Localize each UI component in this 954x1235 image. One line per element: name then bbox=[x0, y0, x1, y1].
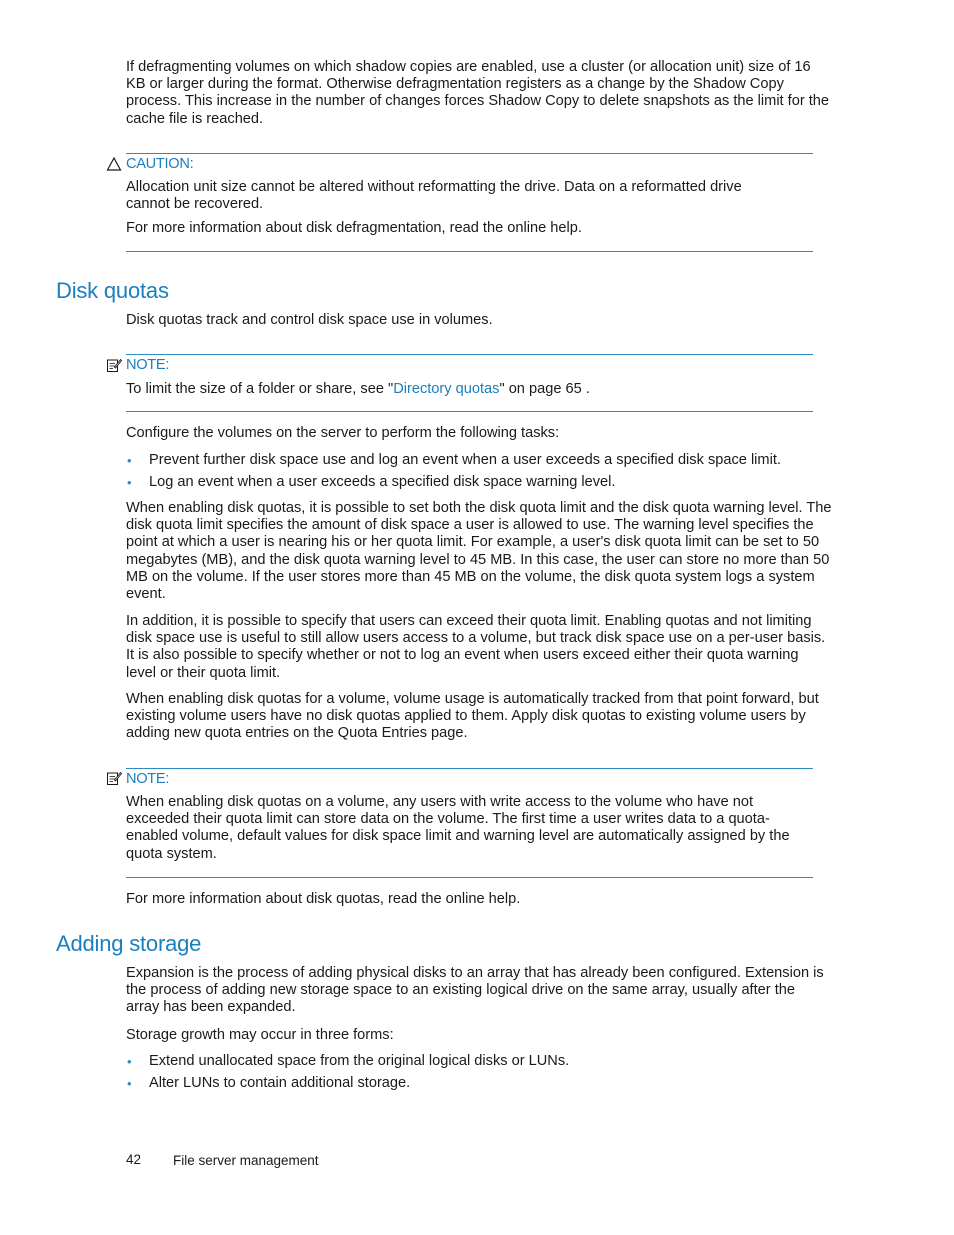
note1-prefix: To limit the size of a folder or share, see " bbox=[126, 381, 394, 397]
list-item-text: Alter LUNs to contain additional storage. bbox=[149, 1075, 411, 1091]
caution-top-rule bbox=[126, 153, 813, 154]
list-item bbox=[126, 1075, 832, 1097]
page-number: 42 bbox=[126, 1152, 142, 1167]
note-pencil-icon bbox=[106, 357, 122, 373]
list-item-text: Extend unallocated space from the original logical disks or LUNs. bbox=[149, 1053, 570, 1069]
caution-label: CAUTION: bbox=[126, 156, 194, 172]
note1-text bbox=[126, 381, 832, 398]
list-item bbox=[126, 452, 832, 474]
list-item bbox=[126, 474, 832, 496]
bullet-dot-icon: • bbox=[127, 475, 132, 490]
storage-growth-paragraph: Storage growth may occur in three forms: bbox=[126, 1027, 394, 1043]
bullet-dot-icon: • bbox=[127, 1076, 132, 1091]
note2-top-rule bbox=[126, 768, 813, 769]
disk-quotas-heading: Disk quotas bbox=[56, 278, 169, 303]
expansion-paragraph: Expansion is the process of adding physical disks to an array that has already been configured. Extension is the process of adding new storage space to an existing logical drive on the same array, usually after the array has been expanded. bbox=[126, 965, 824, 1016]
quota-tracking-paragraph: When enabling disk quotas for a volume, volume usage is automatically tracked from that point forward, but existing volume users have no disk quotas applied to them. Apply disk quotas to existing volume users by adding new quota entries on the Quota Entries page. bbox=[126, 691, 819, 742]
disk-quotas-intro: Disk quotas track and control disk space use in volumes. bbox=[126, 312, 493, 328]
note1-suffix: " on page 65 . bbox=[499, 381, 590, 397]
note1-label: NOTE: bbox=[126, 357, 170, 373]
caution-more-info: For more information about disk defragmentation, read the online help. bbox=[126, 220, 582, 236]
note1-bottom-rule bbox=[126, 411, 813, 412]
list-item-text: Log an event when a user exceeds a specified disk space warning level. bbox=[149, 474, 616, 490]
disk-quotas-more-info: For more information about disk quotas, read the online help. bbox=[126, 891, 521, 907]
footer-section-title: File server management bbox=[173, 1153, 319, 1168]
caution-text: Allocation unit size cannot be altered without reformatting the drive. Data on a reformatted drive cannot be recovered. bbox=[126, 179, 742, 213]
defrag-paragraph: If defragmenting volumes on which shadow copies are enabled, use a cluster (or allocation unit) size of 16 KB or larger during the format. Otherwise defragmentation registers as a change by the Shadow Copy process. This increase in the number of changes forces Shadow Copy to delete snapshots as the limit for the cache file is reached. bbox=[126, 59, 830, 127]
caution-bottom-rule bbox=[126, 251, 813, 252]
note2-label: NOTE: bbox=[126, 771, 170, 787]
directory-quotas-link[interactable]: Directory quotas bbox=[393, 381, 500, 397]
note1-top-rule bbox=[126, 354, 813, 355]
warning-triangle-icon bbox=[106, 156, 122, 172]
storage-growth-list bbox=[126, 1053, 832, 1097]
list-item-text: Prevent further disk space use and log an event when a user exceeds a specified disk space limit. bbox=[149, 452, 781, 468]
bullet-dot-icon: • bbox=[127, 1054, 132, 1069]
quota-limit-paragraph: When enabling disk quotas, it is possible to set both the disk quota limit and the disk quota warning level. The disk quota limit specifies the amount of disk space a user is allowed to use. The warning level specifies the point at which a user is nearing his or her quota limit. For example, a user's disk quota limit can be set to 50 megabytes (MB), and the disk quota warning level to 45 MB. In this case, the user can store no more than 50 MB on the volume. If the user stores more than 45 MB on the volume, the disk quota system logs a system event. bbox=[126, 500, 832, 603]
list-item bbox=[126, 1053, 832, 1075]
quota-exceed-paragraph: In addition, it is possible to specify that users can exceed their quota limit. Enabling quotas and not limiting disk space use is useful to still allow users access to a volume, but track disk space use on a per-user basis. It is also possible to specify whether or not to log an event when users exceed either their quota warning level or their quota limit. bbox=[126, 613, 826, 681]
note2-bottom-rule bbox=[126, 877, 813, 878]
bullet-dot-icon: • bbox=[127, 453, 132, 468]
note-pencil-icon bbox=[106, 770, 122, 786]
quota-tasks-list bbox=[126, 452, 832, 496]
adding-storage-heading: Adding storage bbox=[56, 931, 202, 956]
note2-text: When enabling disk quotas on a volume, any users with write access to the volume who have not exceeded their quota limit can store data on the volume. The first time a user writes data to a quota-enabled volume, default values for disk space limit and warning level are automatically assigned by the quota system. bbox=[126, 794, 790, 862]
configure-paragraph: Configure the volumes on the server to perform the following tasks: bbox=[126, 425, 560, 441]
